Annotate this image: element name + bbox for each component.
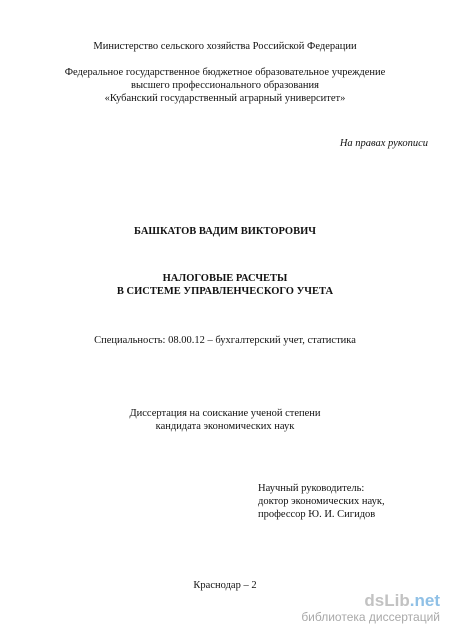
institution-line-3: «Кубанский государственный аграрный университет» (104, 93, 346, 104)
supervisor-line-2: доктор экономических наук, (258, 496, 385, 507)
author-name: БАШКАТОВ ВАДИМ ВИКТОРОВИЧ (134, 226, 316, 237)
dissertation-title-line-2: В СИСТЕМЕ УПРАВЛЕНЧЕСКОГО УЧЕТА (116, 286, 334, 297)
watermark (301, 592, 440, 624)
dissertation-degree-line-2: кандидата экономических наук (155, 421, 295, 432)
supervisor-line-3: профессор Ю. И. Сигидов (258, 509, 376, 520)
supervisor-line-1: Научный руководитель: (258, 483, 365, 494)
institution-line-2: высшего профессионального образования (131, 80, 319, 91)
watermark-logo-tld: .net (409, 591, 440, 610)
rights-note: На правах рукописи (339, 138, 428, 149)
institution-line-1: Федеральное государственное бюджетное образовательное учреждение (64, 67, 386, 78)
watermark-subtitle: библиотека диссертаций (301, 610, 440, 624)
city-year: Краснодар – 2 (193, 580, 257, 591)
dissertation-degree-line-1: Диссертация на соискание ученой степени (129, 408, 321, 419)
supervisor-block (258, 482, 385, 521)
watermark-logo-main: dsLib (364, 591, 410, 610)
dissertation-title-line-1: НАЛОГОВЫЕ РАСЧЕТЫ (162, 273, 288, 284)
specialty-line: Специальность: 08.00.12 – бухгалтерский учет, статистика (94, 335, 356, 346)
ministry-line: Министерство сельского хозяйства Российской Федерации (93, 41, 357, 52)
watermark-logo (301, 592, 440, 610)
